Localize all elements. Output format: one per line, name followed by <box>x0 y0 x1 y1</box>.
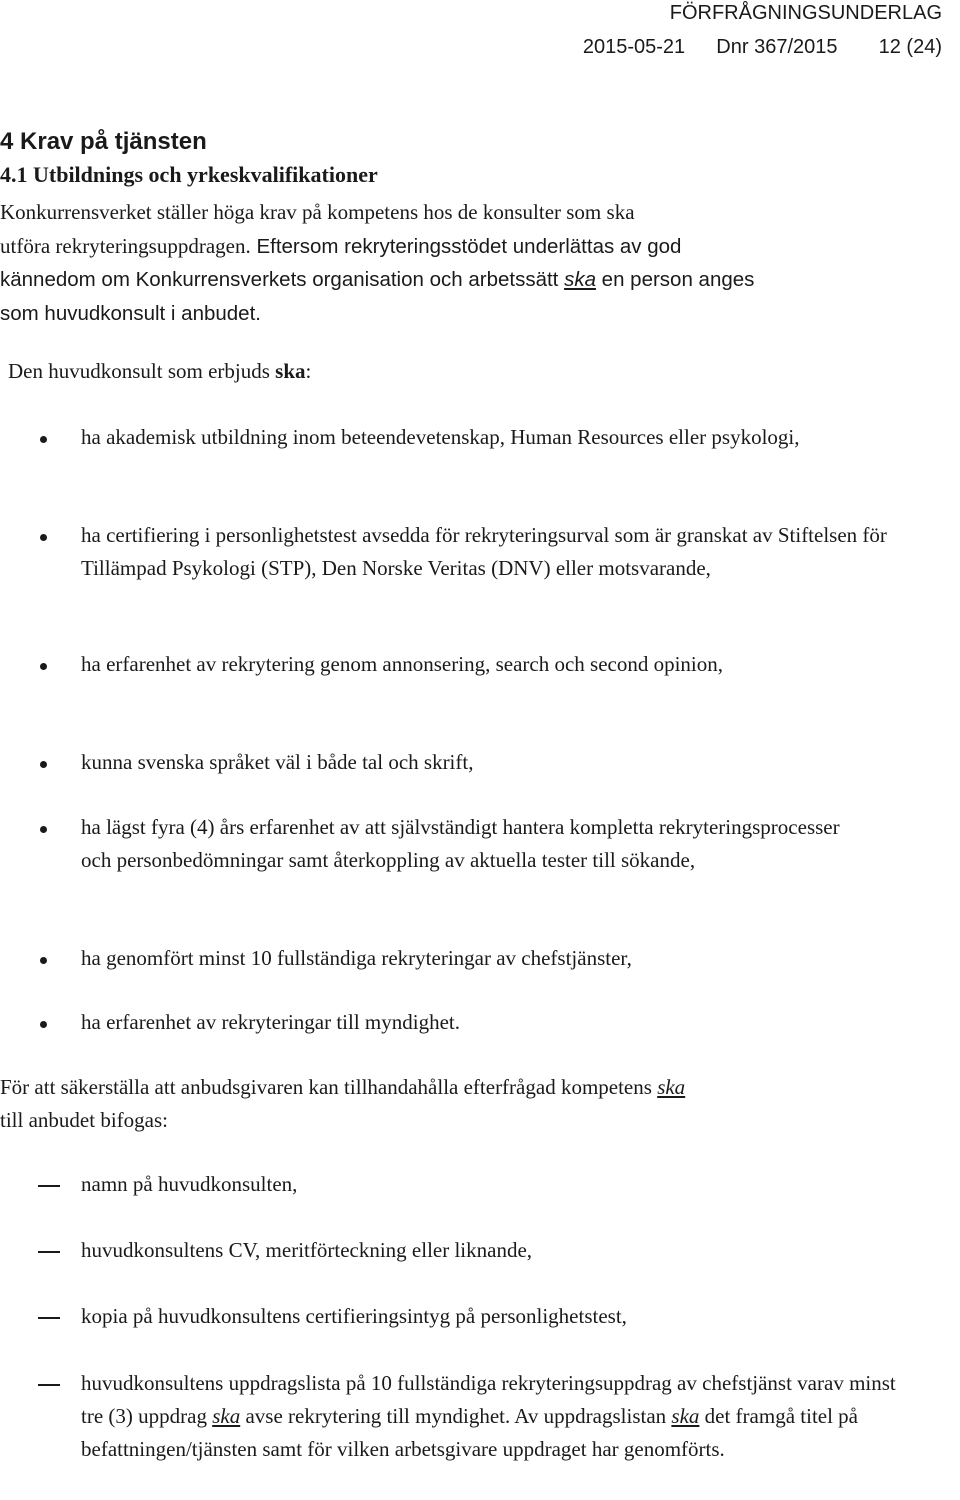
document-meta <box>583 36 942 59</box>
bullet-icon <box>40 761 47 768</box>
attachments-intro <box>0 1071 950 1137</box>
bullet-icon <box>40 663 47 670</box>
list-item: ha erfarenhet av rekrytering genom annonsering, search och second opinion, <box>81 652 724 676</box>
list-item: namn på huvudkonsulten, <box>81 1172 298 1196</box>
list-item: kunna svenska språket väl i både tal och skrift, <box>81 750 474 774</box>
list-item: ha genomfört minst 10 fullständiga rekryteringar av chefstjänster, <box>81 946 632 970</box>
list-item: ha akademisk utbildning inom beteendevetenskap, Human Resources eller psykologi, <box>81 425 800 449</box>
requirements-label-colon: : <box>305 359 312 383</box>
attachments-intro-text: till anbudet bifogas: <box>0 1108 168 1132</box>
bullet-icon <box>40 534 47 541</box>
list-item: ha certifiering i personlighetstest avsedda för rekryteringsurval som är granskat av Stiftelsen för Tillämpad Psykologi (STP), Den Norske Veritas (DNV) eller motsvarande, <box>81 523 887 580</box>
dash-icon <box>38 1384 60 1386</box>
emphasis-ska: ska <box>275 359 306 383</box>
list-item-text: det framgå titel på befattningen/tjänsten samt för vilken arbetsgivare uppdraget har genomförts. <box>81 1404 859 1461</box>
document-number: Dnr 367/2015 <box>716 36 838 58</box>
subsection-heading: 4.1 Utbildnings och yrkeskvalifikationer <box>0 162 378 187</box>
requirements-label <box>8 359 311 384</box>
emphasis-ska: ska <box>671 1404 700 1428</box>
intro-paragraph <box>0 196 950 330</box>
dash-icon <box>38 1317 60 1319</box>
dash-icon <box>38 1251 60 1253</box>
intro-line: kännedom om Konkurrensverkets organisation och arbetssätt <box>0 268 565 291</box>
requirements-label-text: Den huvudkonsult som erbjuds <box>8 359 276 383</box>
intro-line: utföra rekryteringsuppdragen. <box>0 233 251 258</box>
dash-icon <box>38 1185 60 1187</box>
intro-line: Konkurrensverket ställer höga krav på kompetens hos de konsulter som ska <box>0 200 635 224</box>
intro-line: Eftersom rekryteringsstödet underlättas av god <box>250 234 682 258</box>
bullet-icon <box>40 436 47 443</box>
bullet-icon <box>40 826 47 833</box>
list-item: ha erfarenhet av rekryteringar till myndighet. <box>81 1010 461 1034</box>
intro-line: som huvudkonsult i anbudet. <box>0 301 261 325</box>
list-item: huvudkonsultens CV, meritförteckning eller liknande, <box>81 1238 533 1262</box>
document-type-label: FÖRFRÅGNINGSUNDERLAG <box>669 2 942 24</box>
section-heading: 4 Krav på tjänsten <box>0 128 207 155</box>
list-item: kopia på huvudkonsultens certifieringsintyg på personlighetstest, <box>81 1304 627 1328</box>
list-item-text: avse rekrytering till myndighet. Av uppdragslistan <box>240 1404 672 1428</box>
bullet-icon <box>40 1021 47 1028</box>
emphasis-ska: ska <box>564 268 596 291</box>
document-date: 2015-05-21 <box>582 36 686 58</box>
intro-line: en person anges <box>595 268 755 291</box>
list-item <box>81 1367 911 1466</box>
page-number: 12 (24) <box>878 36 942 58</box>
bullet-icon <box>40 957 47 964</box>
attachments-intro-text: För att säkerställa att anbudsgivaren kan tillhandahålla efterfrågad kompetens <box>0 1075 658 1099</box>
list-item-text: huvudkonsultens uppdragslista på 10 fullständiga rekryteringsuppdrag av chefstjänst varav minst tre (3) uppdrag <box>81 1371 896 1428</box>
emphasis-ska: ska <box>212 1404 241 1428</box>
emphasis-ska: ska <box>657 1075 686 1099</box>
list-item: ha lägst fyra (4) års erfarenhet av att självständigt hantera kompletta rekryteringsprocesser och personbedömningar samt återkoppling av aktuella tester till sökande, <box>81 815 840 872</box>
